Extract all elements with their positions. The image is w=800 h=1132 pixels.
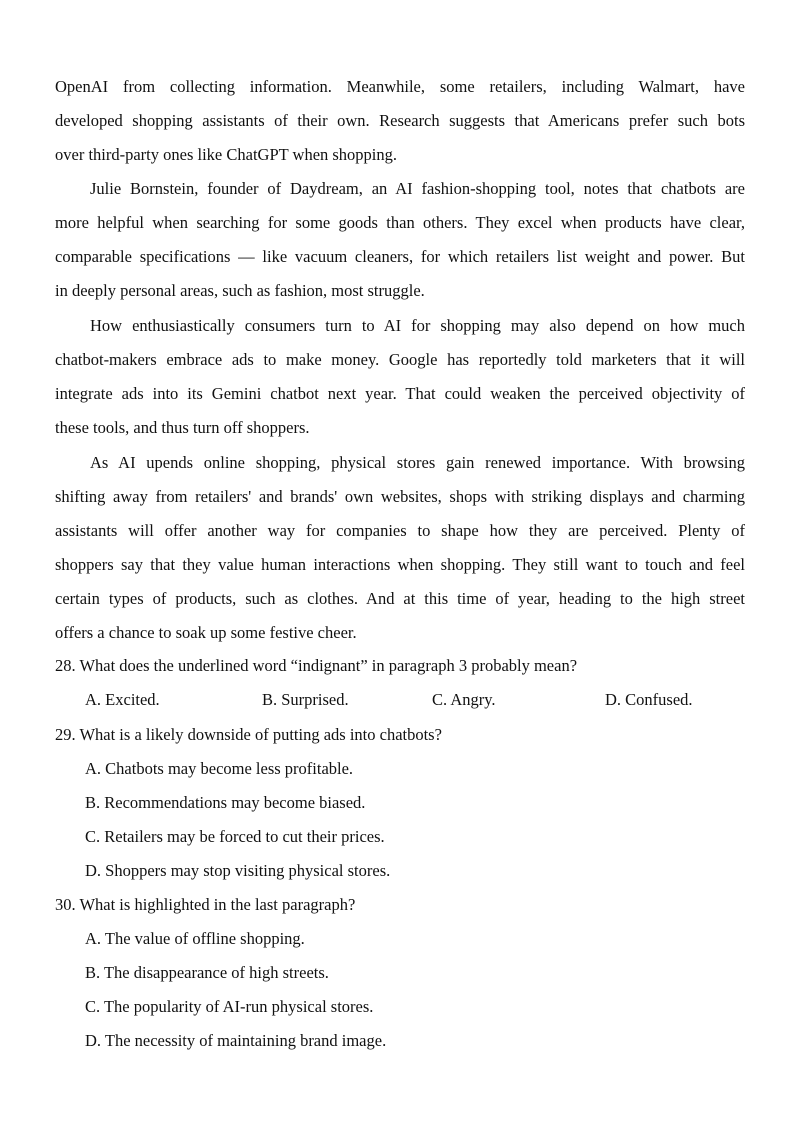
- question-29-option-a[interactable]: A. Chatbots may become less profitable.: [85, 759, 354, 778]
- question-29-stem: 29. What is a likely downside of putting ads into chatbots?: [55, 725, 442, 744]
- paragraph-line: How enthusiastically consumers turn to AI for shopping may also depend on how much: [90, 316, 745, 335]
- paragraph-line: these tools, and thus turn off shoppers.: [55, 418, 310, 437]
- paragraph-line: As AI upends online shopping, physical stores gain renewed importance. With browsing: [90, 453, 745, 472]
- paragraph-line: certain types of products, such as clothes. And at this time of year, heading to the high street: [55, 589, 745, 608]
- question-30-stem: 30. What is highlighted in the last paragraph?: [55, 895, 356, 914]
- passage-paragraph-1: [55, 70, 745, 172]
- question-30-option-c[interactable]: C. The popularity of AI-run physical stores.: [85, 997, 374, 1016]
- paragraph-line: developed shopping assistants of their own. Research suggests that Americans prefer such bots: [55, 111, 745, 130]
- paragraph-line: chatbot-makers embrace ads to make money. Google has reportedly told marketers that it will: [55, 350, 745, 369]
- passage-paragraph-2: [55, 172, 745, 308]
- question-30-option-b[interactable]: B. The disappearance of high streets.: [85, 963, 329, 982]
- paragraph-line: in deeply personal areas, such as fashion, most struggle.: [55, 281, 425, 300]
- paragraph-line: Julie Bornstein, founder of Daydream, an AI fashion-shopping tool, notes that chatbots are: [90, 179, 745, 198]
- question-30-option-d[interactable]: D. The necessity of maintaining brand image.: [85, 1031, 387, 1050]
- paragraph-line: comparable specifications — like vacuum cleaners, for which retailers list weight and power. But: [55, 247, 745, 266]
- question-28-option-c[interactable]: C. Angry.: [432, 690, 496, 709]
- paragraph-line: assistants will offer another way for companies to shape how they are perceived. Plenty of: [55, 521, 745, 540]
- paragraph-line: offers a chance to soak up some festive cheer.: [55, 623, 357, 642]
- question-29-option-d[interactable]: D. Shoppers may stop visiting physical stores.: [85, 861, 391, 880]
- paragraph-line: integrate ads into its Gemini chatbot next year. That could weaken the perceived objectivity of: [55, 384, 745, 403]
- question-29-option-b[interactable]: B. Recommendations may become biased.: [85, 793, 366, 812]
- paragraph-line: more helpful when searching for some goods than others. They excel when products have clear,: [55, 213, 745, 232]
- paragraph-line: shifting away from retailers' and brands' own websites, shops with striking displays and charming: [55, 487, 745, 506]
- question-28-option-d[interactable]: D. Confused.: [605, 690, 693, 709]
- paragraph-line: shoppers say that they value human interactions when shopping. They still want to touch and feel: [55, 555, 745, 574]
- question-30-option-a[interactable]: A. The value of offline shopping.: [85, 929, 305, 948]
- paragraph-line: OpenAI from collecting information. Meanwhile, some retailers, including Walmart, have: [55, 77, 745, 96]
- question-28-option-a[interactable]: A. Excited.: [85, 690, 160, 709]
- paragraph-line: over third-party ones like ChatGPT when shopping.: [55, 145, 398, 164]
- question-29-option-c[interactable]: C. Retailers may be forced to cut their prices.: [85, 827, 385, 846]
- question-28-option-b[interactable]: B. Surprised.: [262, 690, 349, 709]
- question-28-options: [0, 683, 800, 717]
- question-28-stem: 28. What does the underlined word “indignant” in paragraph 3 probably mean?: [55, 656, 578, 675]
- passage-paragraph-3: [55, 309, 745, 445]
- passage-paragraph-4: [55, 446, 745, 650]
